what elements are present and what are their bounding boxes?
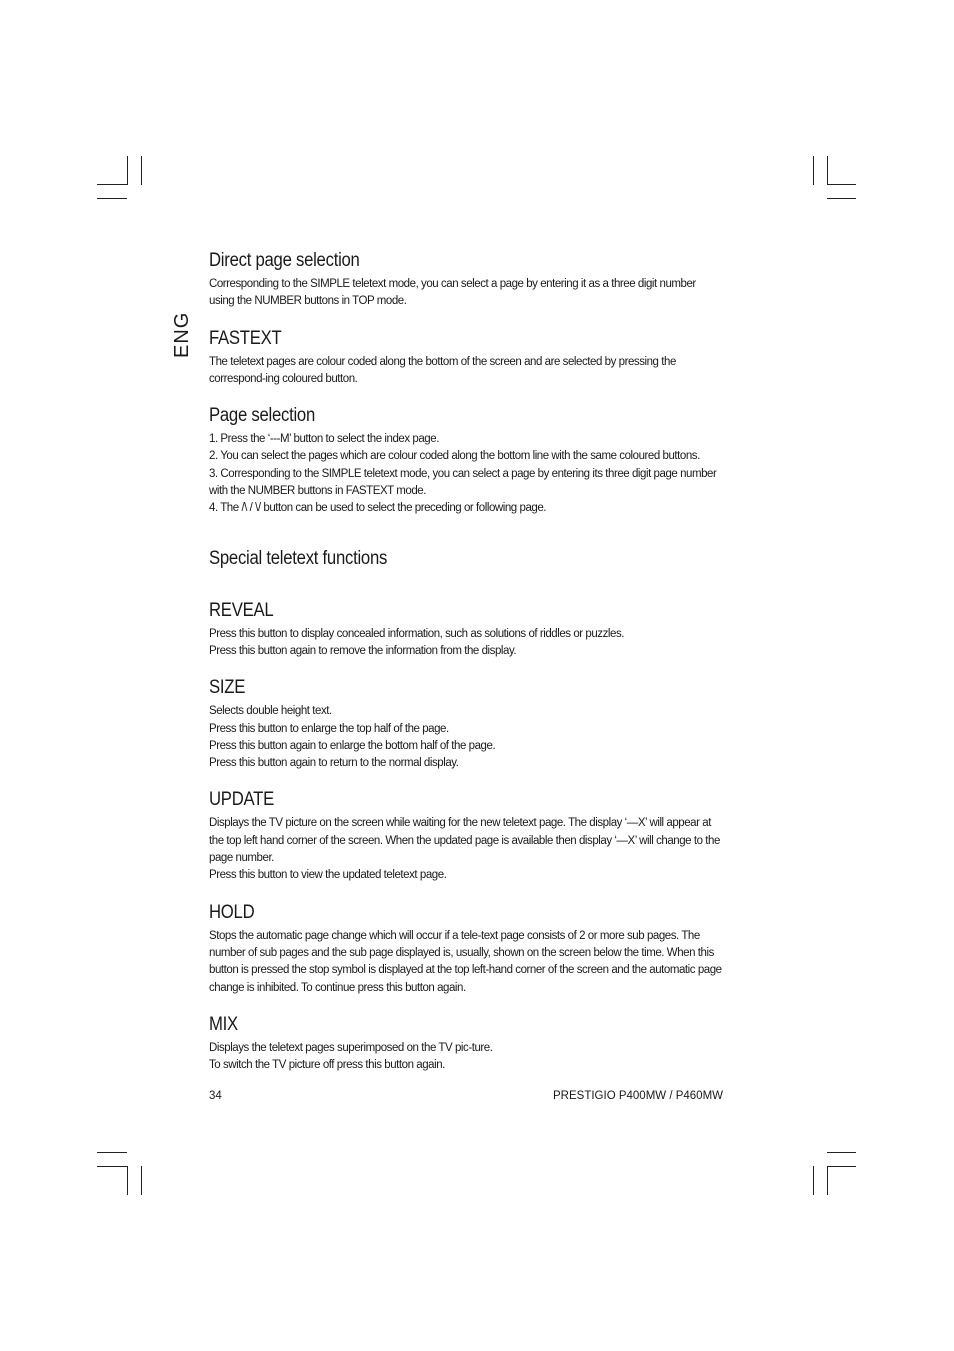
body-text: Displays the teletext pages superimposed on the TV pic-ture. xyxy=(209,1041,493,1054)
page-footer xyxy=(209,1090,723,1102)
section-direct xyxy=(209,250,723,311)
crop-mark xyxy=(827,1152,856,1153)
body-text: Stops the automatic page change which will occur if a tele-text page consists of 2 or more sub pages. The number of sub pages and the sub page displayed is, usually, shown on the screen below the time. When this button is pressed the stop symbol is displayed at the top left-hand corner of the screen and the automatic page change is inhibited. To continue press this button again. xyxy=(209,929,722,994)
body-text: Displays the TV picture on the screen while waiting for the new teletext page. The display ‘—X’ will appear at the top left hand corner of the screen. When the updated page is available then display ‘—X’ will change to the page number. xyxy=(209,817,720,865)
crop-mark xyxy=(97,184,127,185)
crop-mark xyxy=(827,1166,856,1167)
page-number: 34 xyxy=(209,1090,222,1102)
section-hold xyxy=(209,902,723,997)
body-text: 1. Press the ‘---M’ button to select the index page. xyxy=(209,433,439,446)
section-special xyxy=(209,548,723,570)
body-text: 4. The /\ / \/ button can be used to select the preceding or following page. xyxy=(209,502,547,515)
body-text: 2. You can select the pages which are colour coded along the bottom line with the same coloured buttons. xyxy=(209,450,700,463)
section-heading: MIX xyxy=(209,1013,238,1035)
body-text: Press this button to view the updated teletext page. xyxy=(209,869,447,882)
section-heading: UPDATE xyxy=(209,789,274,811)
page-content xyxy=(209,250,723,1091)
section-heading: REVEAL xyxy=(209,599,274,621)
body-text: Press this button to display concealed information, such as solutions of riddles or puzzles. xyxy=(209,627,625,640)
crop-mark xyxy=(813,1166,814,1195)
section-heading: HOLD xyxy=(209,901,255,923)
section-size xyxy=(209,677,723,772)
language-tab: ENG xyxy=(171,311,193,358)
body-text: Press this button again to enlarge the bottom half of the page. xyxy=(209,739,496,752)
section-heading: Special teletext functions xyxy=(209,547,388,569)
body-text: To switch the TV picture off press this button again. xyxy=(209,1059,445,1072)
section-update xyxy=(209,789,723,884)
body-text: Selects double height text. xyxy=(209,705,332,718)
section-heading: Direct page selection xyxy=(209,250,360,271)
crop-mark xyxy=(827,198,856,199)
crop-mark xyxy=(127,1166,128,1195)
product-name: PRESTIGIO P400MW / P460MW xyxy=(553,1090,723,1102)
body-text: Press this button to enlarge the top half of the page. xyxy=(209,722,449,735)
section-heading: Page selection xyxy=(209,405,315,427)
crop-mark xyxy=(141,1166,142,1195)
crop-mark xyxy=(97,1166,127,1167)
crop-mark xyxy=(827,156,828,185)
body-text: 3. Corresponding to the SIMPLE teletext mode, you can select a page by entering its three digit page number with the NUMBER buttons in FASTEXT mode. xyxy=(209,467,717,498)
crop-mark xyxy=(141,156,142,185)
section-reveal xyxy=(209,600,723,661)
body-text: Press this button again to remove the information from the display. xyxy=(209,644,517,657)
crop-mark xyxy=(97,198,127,199)
body-text: Corresponding to the SIMPLE teletext mode, you can select a page by entering it as a three digit number using the NUMBER buttons in TOP mode. xyxy=(209,278,696,308)
section-mix xyxy=(209,1014,723,1075)
section-fastext xyxy=(209,328,723,389)
crop-mark xyxy=(813,156,814,185)
body-text: Press this button again to return to the normal display. xyxy=(209,757,459,770)
section-pagesel xyxy=(209,405,723,517)
section-heading: FASTEXT xyxy=(209,327,282,349)
section-heading: SIZE xyxy=(209,677,246,699)
crop-mark xyxy=(97,1152,127,1153)
crop-mark xyxy=(127,156,128,185)
crop-mark xyxy=(827,1166,828,1195)
body-text: The teletext pages are colour coded along the bottom of the screen and are selected by pressing the correspond-ing coloured button. xyxy=(209,355,676,385)
crop-mark xyxy=(827,184,856,185)
